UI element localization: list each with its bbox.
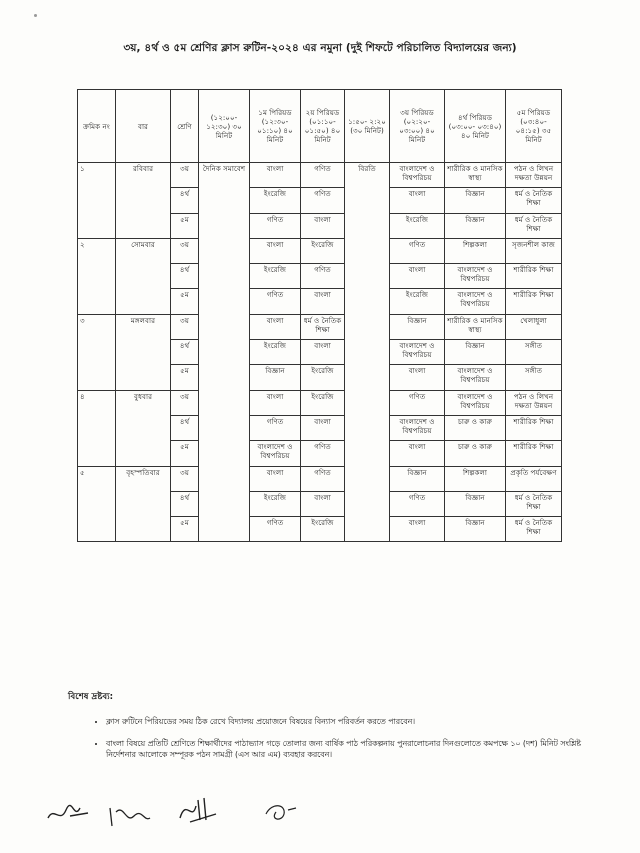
period-4-cell: শারীরিক ও মানসিক স্বাস্থ্য <box>445 314 506 339</box>
period-4-cell: বিজ্ঞান <box>445 517 506 542</box>
period-2-cell: বাংলা <box>301 415 345 440</box>
signature-4 <box>266 806 296 819</box>
period-4-cell: বিজ্ঞান <box>445 340 506 365</box>
serial-cell: ৪ <box>78 390 116 466</box>
period-1-cell: বিজ্ঞান <box>250 365 301 390</box>
class-cell: ৩য় <box>171 390 199 415</box>
period-2-cell: ইংরেজি <box>301 365 345 390</box>
period-2-cell: ধর্ম ও নৈতিক শিক্ষা <box>301 314 345 339</box>
period-1-cell: বাংলা <box>250 238 301 263</box>
period-2-cell: ইংরেজি <box>301 390 345 415</box>
period-5-cell: সৃজনশীল কাজ <box>506 238 562 263</box>
period-4-cell: বাংলাদেশ ও বিশ্বপরিচয় <box>445 390 506 415</box>
period-2-cell: বাংলা <box>301 213 345 238</box>
period-1-cell: বাংলা <box>250 466 301 491</box>
period-4-cell: চারু ও কারু <box>445 441 506 466</box>
assembly-cell: দৈনিক সমাবেশ <box>199 163 250 542</box>
class-cell: ৪র্থ <box>171 415 199 440</box>
notes-heading: বিশেষ দ্রষ্টব্য: <box>68 692 114 702</box>
period-1-cell: গণিত <box>250 517 301 542</box>
header-period-2: ২য় পিরিয়ড (০১:১০- ০১:৫০) ৪০ মিনিট <box>301 90 345 163</box>
period-5-cell: খেলাধুলা <box>506 314 562 339</box>
note-item: • বাংলা বিষয়ে প্রতিটি শ্রেণিতে শিক্ষার্থীদের পাঠাভ্যাস গড়ে তোলার জন্য বার্ষিক পাঠ পরিকল্পনায় পুনরালোচনার দিনগুলোতে কমপক্ষে ১০ (দশ) মিনিট সংশ্লিষ্ট নির্দেশনার আলোকে সম্পূরক পঠন সামগ্রী (এস আর এম) ব্যবহার করবেন। <box>106 738 588 761</box>
class-cell: ৪র্থ <box>171 264 199 289</box>
note-item: • ক্লাস রুটিনে পিরিয়ডের সময় ঠিক রেখে বিদ্যালয় প্রয়োজনে বিষয়ের বিন্যাস পরিবর্তন করতে পারবেন। <box>106 716 588 728</box>
period-1-cell: গণিত <box>250 289 301 314</box>
table-row <box>78 314 562 339</box>
class-cell: ৫ম <box>171 517 199 542</box>
header-period-5: ৫ম পিরিয়ড (০৩:৪০- ০৪:১৫) ৩৫ মিনিট <box>506 90 562 163</box>
day-cell: মঙ্গলবার <box>116 314 171 390</box>
header-period-1: ১ম পিরিয়ড (১২:৩০- ০১:১০) ৪০ মিনিট <box>250 90 301 163</box>
serial-cell: ১ <box>78 163 116 239</box>
period-4-cell: শিল্পকলা <box>445 466 506 491</box>
period-3-cell: গণিত <box>390 390 445 415</box>
header-class: শ্রেণি <box>171 90 199 163</box>
period-3-cell: বাংলাদেশ ও বিশ্বপরিচয় <box>390 163 445 188</box>
period-3-cell: বিজ্ঞান <box>390 314 445 339</box>
day-cell: বুধবার <box>116 390 171 466</box>
table-row <box>78 466 562 491</box>
header-period-3: ৩য় পিরিয়ড (০২:২০- ০৩:০০) ৪০ মিনিট <box>390 90 445 163</box>
period-5-cell: পঠন ও লিখন দক্ষতা উন্নয়ন <box>506 163 562 188</box>
class-cell: ৩য় <box>171 466 199 491</box>
header-period-4: ৪র্থ পিরিয়ড (০৩:০০- ০৩:৪০) ৪০ মিনিট <box>445 90 506 163</box>
period-3-cell: বাংলা <box>390 365 445 390</box>
scan-speck <box>34 14 37 17</box>
period-4-cell: বিজ্ঞান <box>445 213 506 238</box>
period-5-cell: শারীরিক শিক্ষা <box>506 441 562 466</box>
period-4-cell: বিজ্ঞান <box>445 188 506 213</box>
signature-2 <box>110 808 150 826</box>
period-1-cell: গণিত <box>250 415 301 440</box>
period-4-cell: বাংলাদেশ ও বিশ্বপরিচয় <box>445 365 506 390</box>
header-assembly-time: (১২:০০- ১২:৩০) ৩০ মিনিট <box>199 90 250 163</box>
period-4-cell: শারীরিক ও মানসিক স্বাস্থ্য <box>445 163 506 188</box>
period-2-cell: গণিত <box>301 163 345 188</box>
period-2-cell: বাংলা <box>301 289 345 314</box>
period-3-cell: বাংলাদেশ ও বিশ্বপরিচয় <box>390 340 445 365</box>
period-1-cell: ইংরেজি <box>250 491 301 516</box>
table-row <box>78 390 562 415</box>
header-break-time: ১:৫০- ২:২০ (৩০ মিনিট) <box>345 90 390 163</box>
notes-list <box>68 716 588 761</box>
class-cell: ৩য় <box>171 238 199 263</box>
period-5-cell: সঙ্গীত <box>506 365 562 390</box>
table-row <box>78 238 562 263</box>
period-2-cell: বাংলা <box>301 491 345 516</box>
period-3-cell: বিজ্ঞান <box>390 466 445 491</box>
class-cell: ৪র্থ <box>171 340 199 365</box>
period-5-cell: শারীরিক শিক্ষা <box>506 264 562 289</box>
period-5-cell: প্রকৃতি পর্যবেক্ষণ <box>506 466 562 491</box>
class-cell: ৫ম <box>171 441 199 466</box>
period-3-cell: গণিত <box>390 238 445 263</box>
period-1-cell: বাংলাদেশ ও বিশ্বপরিচয় <box>250 441 301 466</box>
period-1-cell: বাংলা <box>250 163 301 188</box>
day-cell: রবিবার <box>116 163 171 239</box>
period-3-cell: বাংলাদেশ ও বিশ্বপরিচয় <box>390 415 445 440</box>
class-cell: ৫ম <box>171 213 199 238</box>
period-2-cell: ইংরেজি <box>301 517 345 542</box>
signature-3 <box>180 798 216 822</box>
period-3-cell: ইংরেজি <box>390 213 445 238</box>
period-3-cell: বাংলা <box>390 264 445 289</box>
period-3-cell: গণিত <box>390 491 445 516</box>
class-cell: ৫ম <box>171 289 199 314</box>
period-2-cell: ইংরেজি <box>301 238 345 263</box>
period-4-cell: চারু ও কারু <box>445 415 506 440</box>
period-3-cell: বাংলা <box>390 517 445 542</box>
period-4-cell: শিল্পকলা <box>445 238 506 263</box>
serial-cell: ৫ <box>78 466 116 542</box>
period-2-cell: বাংলা <box>301 340 345 365</box>
period-5-cell: ধর্ম ও নৈতিক শিক্ষা <box>506 491 562 516</box>
period-1-cell: গণিত <box>250 213 301 238</box>
routine-body <box>78 163 562 542</box>
class-cell: ৪র্থ <box>171 491 199 516</box>
class-routine-table <box>77 89 562 542</box>
serial-cell: ৩ <box>78 314 116 390</box>
period-5-cell: পঠন ও লিখন দক্ষতা উন্নয়ন <box>506 390 562 415</box>
period-4-cell: বিজ্ঞান <box>445 491 506 516</box>
class-cell: ৩য় <box>171 314 199 339</box>
header-row <box>78 90 562 163</box>
period-1-cell: বাংলা <box>250 390 301 415</box>
period-1-cell: ইংরেজি <box>250 264 301 289</box>
period-1-cell: ইংরেজি <box>250 188 301 213</box>
period-3-cell: বাংলা <box>390 188 445 213</box>
header-day: বার <box>116 90 171 163</box>
table-row <box>78 163 562 188</box>
period-5-cell: ধর্ম ও নৈতিক শিক্ষা <box>506 188 562 213</box>
document-title: ৩য়, ৪র্থ ও ৫ম শ্রেণির ক্লাস রুটিন-২০২৪ এর নমুনা (দুই শিফটে পরিচালিত বিদ্যালয়ের জন্য) <box>123 42 517 54</box>
notes-section <box>68 690 588 771</box>
period-4-cell: বাংলাদেশ ও বিশ্বপরিচয় <box>445 264 506 289</box>
period-4-cell: বাংলাদেশ ও বিশ্বপরিচয় <box>445 289 506 314</box>
class-cell: ৪র্থ <box>171 188 199 213</box>
period-2-cell: গণিত <box>301 188 345 213</box>
period-2-cell: গণিত <box>301 264 345 289</box>
class-cell: ৩য় <box>171 163 199 188</box>
period-1-cell: বাংলা <box>250 314 301 339</box>
period-3-cell: ইংরেজি <box>390 289 445 314</box>
signature-1 <box>48 805 88 818</box>
period-5-cell: ধর্ম ও নৈতিক শিক্ষা <box>506 517 562 542</box>
period-5-cell: সঙ্গীত <box>506 340 562 365</box>
period-5-cell: শারীরিক শিক্ষা <box>506 415 562 440</box>
signatures <box>40 780 340 830</box>
period-3-cell: বাংলা <box>390 441 445 466</box>
period-5-cell: ধর্ম ও নৈতিক শিক্ষা <box>506 213 562 238</box>
period-2-cell: গণিত <box>301 466 345 491</box>
header-serial: ক্রমিক নং <box>78 90 116 163</box>
day-cell: সোমবার <box>116 238 171 314</box>
class-cell: ৫ম <box>171 365 199 390</box>
period-1-cell: ইংরেজি <box>250 340 301 365</box>
period-5-cell: শারীরিক শিক্ষা <box>506 289 562 314</box>
serial-cell: ২ <box>78 238 116 314</box>
period-2-cell: গণিত <box>301 441 345 466</box>
day-cell: বৃহস্পতিবার <box>116 466 171 542</box>
break-cell: বিরতি <box>345 163 390 542</box>
